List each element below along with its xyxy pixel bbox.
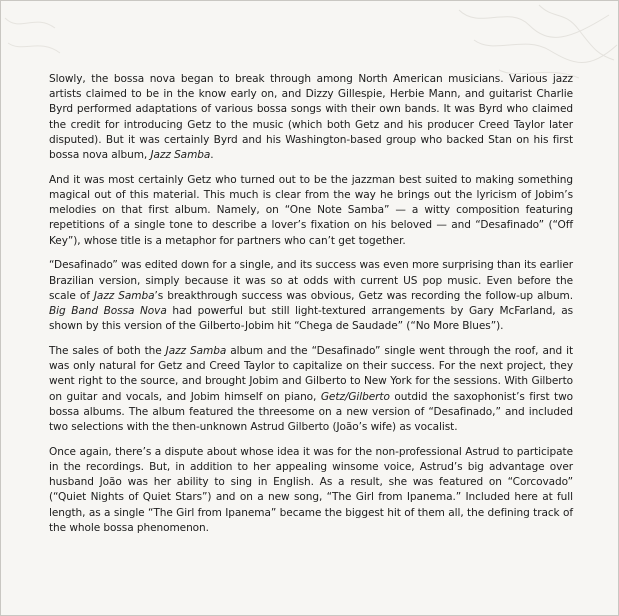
paragraph-text: And it was most certainly Getz who turned out to be the jazzman best suited to making something magical out of this material. This much is clear from the way he brings out the lyricism of Jobim’s melodies on that first album. Namely, on “One Note Samba” — a witty composition featuring repetitions of a single tone to describe a lover’s fixation on his beloved — and “Desafinado” (“Off Key”), whose title is a metaphor for partners who can’t get together. <box>49 173 573 247</box>
paragraph <box>49 344 573 435</box>
italic-title-text: Jazz Samba <box>150 149 211 162</box>
paragraph-text: album and the “Desafinado” single went through the roof, and it was only natural for Getz and Creed Taylor to capitalize on their success. For the next project, they went right to the source, and brought Jobim and Gilberto to New York for the sessions. With Gilberto on guitar and vocals, and Jobim himself on piano, <box>49 345 573 403</box>
paragraph <box>49 173 573 249</box>
paragraph-text: ’s breakthrough success was obvious, Getz was recording the follow-up album. <box>154 289 573 302</box>
paragraph <box>49 258 573 334</box>
italic-title-text: Getz/Gilberto <box>320 390 390 403</box>
paragraph-text: Once again, there’s a dispute about whose idea it was for the non-professional Astrud to participate in the recordings. But, in addition to her appealing winsome voice, Astrud’s big advantage over husband João was her ability to sing in English. As a result, she was featured on “Corcovado” (“Quiet Nights of Quiet Stars”) and on a new song, “The Girl from Ipanema.” Included here at full length, as a single “The Girl from Ipanema” became the biggest hit of them all, the defining track of the whole bossa phenomenon. <box>49 445 573 534</box>
italic-title-text: Big Band Bossa Nova <box>49 305 167 318</box>
paragraph-text: outdid the saxophonist’s first two bossa albums. The album featured the threesome on a new version of “Desafinado,” and included two selections with the then-unknown Astrud Gilberto (João’s wife) as vocalist. <box>49 390 573 434</box>
paragraph <box>49 445 573 536</box>
paragraph-text: . <box>210 149 214 162</box>
faint-corner-ornament <box>0 8 70 68</box>
paragraph <box>49 72 573 163</box>
article-body <box>49 72 573 546</box>
paragraph-text: “Desafinado” was edited down for a single, and its success was even more surprising than its earlier Brazilian version, simply because it was so at odds with current US pop music. Even before the scale of <box>49 259 573 302</box>
italic-title-text: Jazz Samba <box>93 289 155 302</box>
paragraph-text: The sales of both the <box>49 345 166 358</box>
italic-title-text: Jazz Samba <box>165 345 227 358</box>
paragraph-text: had powerful but still light-textured arrangements by Gary McFarland, as shown by this version of the Gilberto-Jobim hit “Chega de Saudade” (“No More Blues”). <box>49 305 574 333</box>
paragraph-text: Slowly, the bossa nova began to break through among North American musicians. Various jazz artists claimed to be in the know early on, and Dizzy Gillespie, Herbie Mann, and guitarist Charlie Byrd performed adaptations of various bossa songs with their own bands. It was Byrd who claimed the credit for introducing Getz to the music (which both Getz and his producer Creed Taylor later disputed). But it was certainly Byrd and his Washington-based group who backed Stan on his first bossa nova album, <box>49 73 573 162</box>
